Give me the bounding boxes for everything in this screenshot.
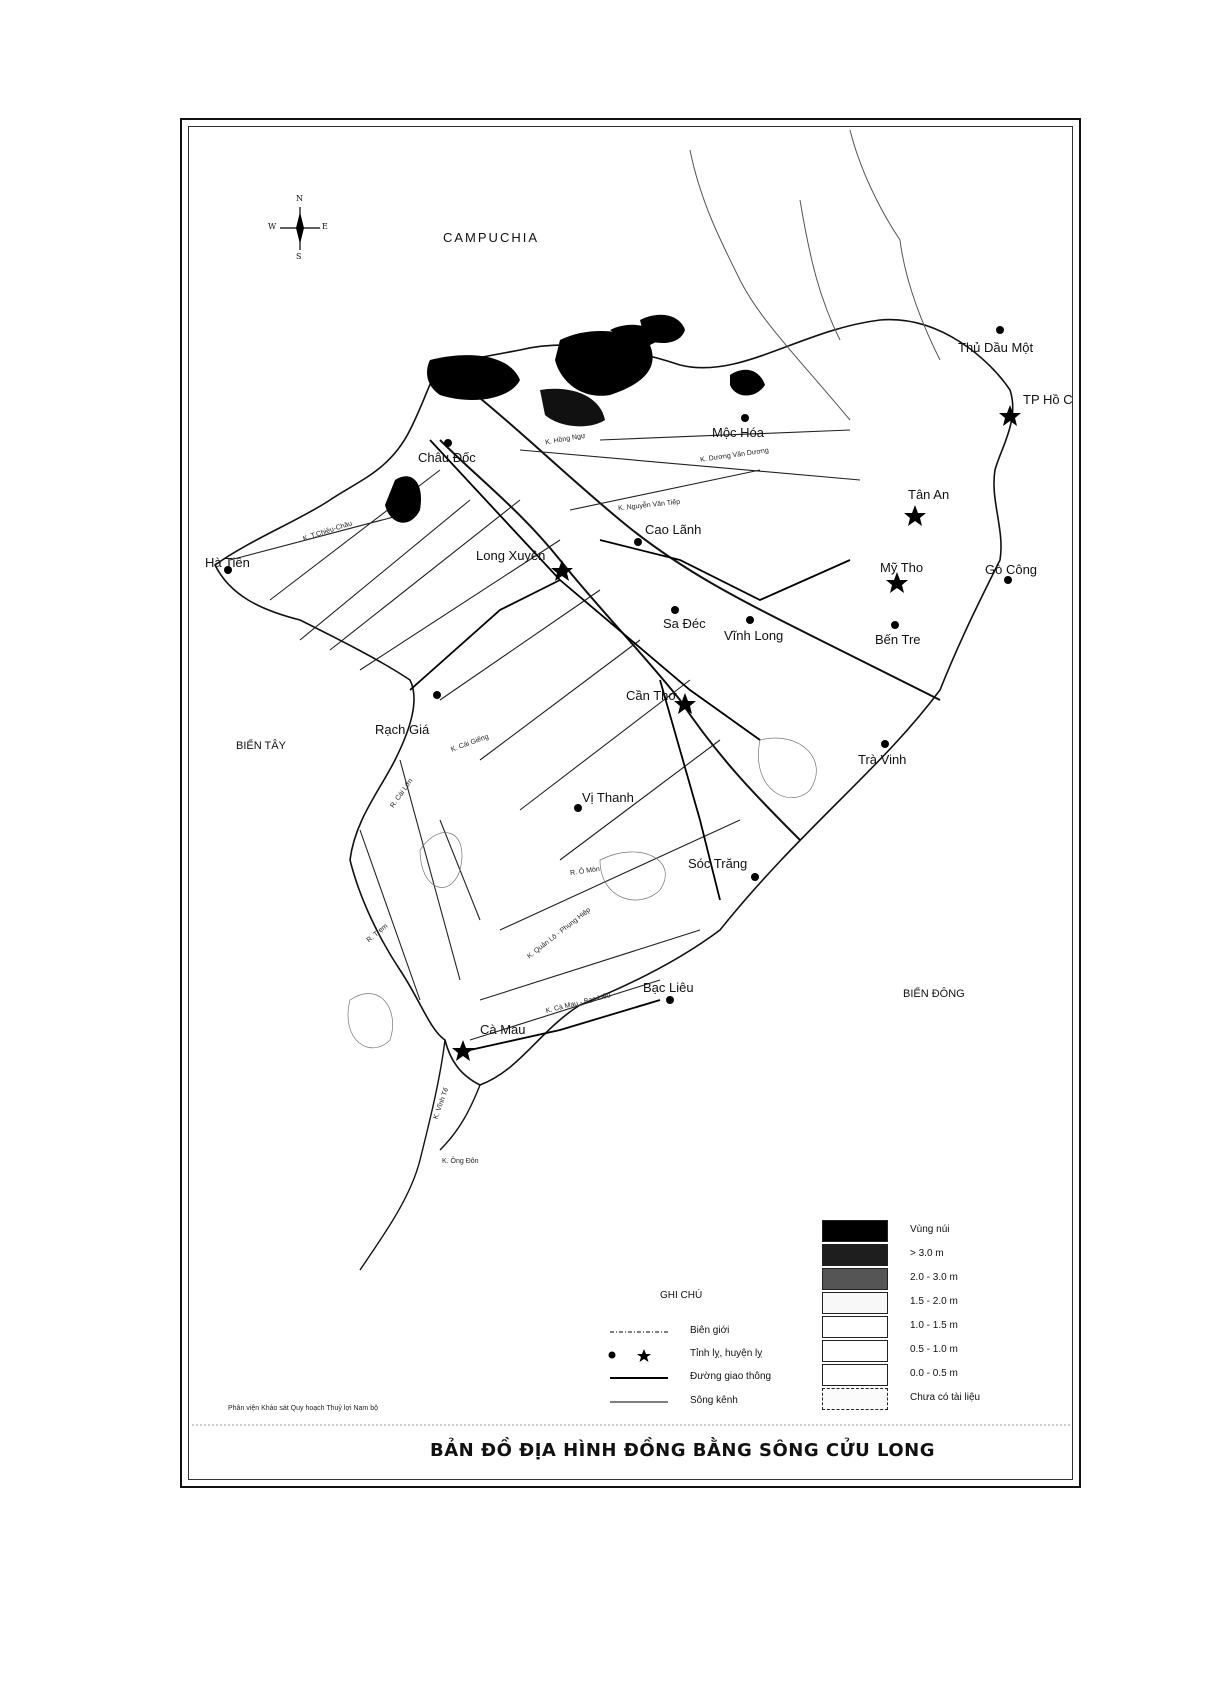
label-vi-thanh: Vị Thanh bbox=[582, 790, 634, 805]
elevation-label: Vùng núi bbox=[910, 1224, 950, 1235]
label-go-cong: Gò Công bbox=[985, 562, 1038, 577]
compass-north: N bbox=[296, 194, 303, 203]
label-canal-quan-lo: K. Quản Lộ - Phụng Hiệp bbox=[526, 906, 593, 961]
label-canal-ong-don: K. Ông Đôn bbox=[442, 1158, 479, 1165]
label-chau-doc: Châu Đốc bbox=[418, 450, 476, 465]
label-long-xuyen: Long Xuyên bbox=[476, 548, 546, 563]
elevation-label: 0.0 - 0.5 m bbox=[910, 1368, 958, 1379]
legend-province: Tỉnh lỵ, huyện lỵ bbox=[690, 1348, 763, 1359]
mountain-area-3 bbox=[730, 370, 765, 396]
elevation-label: 0.5 - 1.0 m bbox=[910, 1344, 958, 1355]
marker-chau-doc bbox=[444, 439, 452, 447]
label-canal-duong-van-duong: K. Dương Văn Dương bbox=[699, 447, 770, 464]
label-tp-hcm: TP Hồ C bbox=[1023, 392, 1073, 407]
label-tan-an: Tân An bbox=[908, 487, 950, 502]
label-river-o-mon: R. Ô Môn bbox=[569, 865, 601, 878]
marker-vi-thanh bbox=[574, 804, 582, 812]
marker-ben-tre bbox=[891, 621, 899, 629]
label-bien-dong: BIỂN ĐÔNG bbox=[903, 988, 965, 1000]
label-soc-trang: Sóc Trăng bbox=[688, 856, 748, 871]
label-rach-gia: Rạch Giá bbox=[375, 722, 430, 737]
label-canal-vinh-te: K. Vĩnh Tế bbox=[432, 1086, 451, 1121]
marker-go-cong bbox=[1004, 576, 1012, 584]
compass-south: S bbox=[296, 252, 302, 261]
marker-rach-gia bbox=[433, 691, 441, 699]
compass-east: E bbox=[322, 222, 328, 231]
label-tra-vinh: Trà Vinh bbox=[858, 752, 907, 767]
label-river-cai-lon: R. Cái Lớn bbox=[389, 777, 415, 810]
ca-mau-peninsula bbox=[360, 1040, 480, 1270]
elevation-swatch bbox=[822, 1316, 888, 1338]
label-vinh-long: Vĩnh Long bbox=[724, 628, 784, 643]
mekong-river bbox=[470, 390, 940, 700]
star-markers bbox=[449, 405, 1021, 1061]
credit-text: Phân viện Khảo sát Quy hoạch Thuỷ lợi Nam bộ bbox=[228, 1405, 378, 1412]
label-thu-dau-mot: Thủ Dầu Một bbox=[958, 340, 1034, 355]
mountain-area-4 bbox=[427, 355, 520, 400]
elevation-swatch bbox=[822, 1220, 888, 1242]
legend-border: Biên giới bbox=[690, 1325, 730, 1336]
label-my-tho: Mỹ Tho bbox=[880, 560, 924, 575]
elevation-swatch bbox=[822, 1268, 888, 1290]
elevation-label: 1.5 - 2.0 m bbox=[910, 1296, 958, 1307]
label-ben-tre: Bến Tre bbox=[875, 632, 921, 647]
elevation-swatch bbox=[822, 1292, 888, 1314]
compass-icon bbox=[280, 207, 320, 250]
label-canal-ca-mau-bac-lieu: K. Cà Mau - Bạc Liêu bbox=[545, 992, 612, 1015]
elevation-label: Chưa có tài liệu bbox=[910, 1392, 981, 1403]
district-star-sample bbox=[637, 1349, 651, 1362]
label-bien-tay: BIỂN TÂY bbox=[236, 740, 286, 752]
label-river-trem: R. Trẹm bbox=[365, 922, 390, 945]
label-sa-dec: Sa Đéc bbox=[663, 616, 706, 631]
elevation-swatch bbox=[822, 1340, 888, 1362]
star-my-tho bbox=[886, 572, 908, 593]
label-canal-cai-gieng: K. Cái Giếng bbox=[449, 733, 490, 754]
elevation-label: 1.0 - 1.5 m bbox=[910, 1320, 958, 1331]
label-bac-lieu: Bạc Liêu bbox=[643, 980, 694, 995]
marker-tra-vinh bbox=[881, 740, 889, 748]
northern-rivers bbox=[690, 130, 940, 420]
compass-west: W bbox=[268, 222, 277, 231]
map-title: BẢN ĐỒ ĐỊA HÌNH ĐỒNG BẰNG SÔNG CỬU LONG bbox=[430, 1440, 935, 1461]
label-can-tho: Cần Thơ bbox=[626, 688, 677, 703]
label-canal-nguyen-van-tiep: K. Nguyễn Văn Tiếp bbox=[617, 498, 681, 513]
star-ca-mau bbox=[452, 1040, 474, 1061]
star-long-xuyen bbox=[551, 560, 573, 581]
star-tan-an bbox=[904, 505, 926, 526]
legend-river: Sông kênh bbox=[690, 1395, 738, 1406]
label-moc-hoa: Mộc Hóa bbox=[712, 425, 765, 440]
elevation-swatch bbox=[822, 1244, 888, 1266]
label-campuchia: CAMPUCHIA bbox=[443, 230, 540, 245]
marker-soc-trang bbox=[751, 873, 759, 881]
label-ca-mau: Cà Mau bbox=[480, 1022, 526, 1037]
marker-sa-dec bbox=[671, 606, 679, 614]
marker-vinh-long bbox=[746, 616, 754, 624]
label-canal-chau-doc: K. T.Chiêu-Châu bbox=[302, 520, 354, 543]
marker-moc-hoa bbox=[741, 414, 749, 422]
province-dot-sample bbox=[609, 1352, 616, 1359]
elevation-label: 2.0 - 3.0 m bbox=[910, 1272, 958, 1283]
marker-bac-lieu bbox=[666, 996, 674, 1004]
star-tp-hcm bbox=[999, 405, 1021, 426]
elevation-swatch bbox=[822, 1364, 888, 1386]
label-canal-hong-ngu: K. Hồng Ngự bbox=[544, 432, 587, 447]
elevation-label: > 3.0 m bbox=[910, 1248, 944, 1259]
mountain-area-6 bbox=[385, 476, 421, 522]
marker-thu-dau-mot bbox=[996, 326, 1004, 334]
elevation-swatch bbox=[822, 1388, 888, 1410]
label-cao-lanh: Cao Lãnh bbox=[645, 522, 702, 537]
legend-road: Đường giao thông bbox=[690, 1371, 772, 1382]
legend-title: GHI CHÚ bbox=[660, 1290, 703, 1301]
legend-symbols bbox=[609, 1332, 669, 1402]
delta-coastline bbox=[215, 320, 1013, 1085]
road-network bbox=[410, 440, 850, 1050]
city-markers bbox=[224, 326, 1012, 1004]
label-ha-tien: Hà Tiên bbox=[205, 555, 250, 570]
marker-cao-lanh bbox=[634, 538, 642, 546]
